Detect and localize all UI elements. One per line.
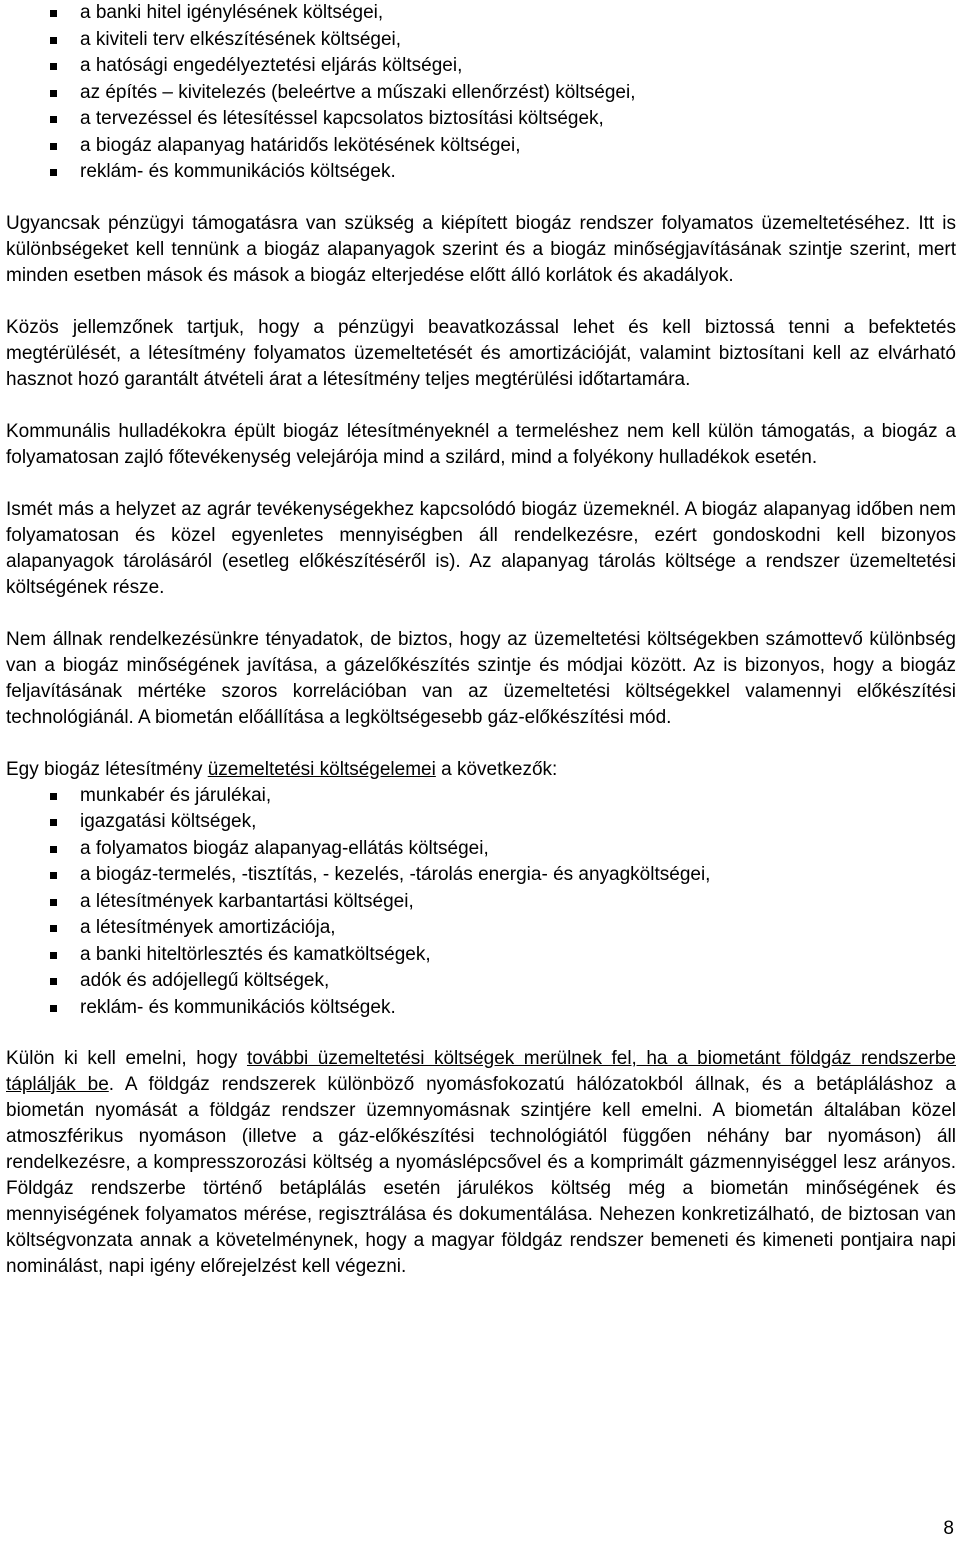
list-item-text: a hatósági engedélyeztetési eljárás költségei, [80, 55, 463, 76]
list-item [6, 159, 956, 186]
square-bullet-icon [50, 978, 57, 985]
list-item [6, 27, 956, 54]
intro-suffix: a következők: [435, 758, 558, 780]
square-bullet-icon [50, 793, 57, 800]
list-item [6, 942, 956, 969]
list-item [6, 783, 956, 810]
list-item [6, 133, 956, 160]
list-item-text: a biogáz-termelés, -tisztítás, - kezelés, -tárolás energia- és anyagköltségei, [80, 864, 711, 885]
square-bullet-icon [50, 1005, 57, 1012]
list-item [6, 836, 956, 863]
square-bullet-icon [50, 952, 57, 959]
paragraph-municipal-waste: Kommunális hulladékokra épült biogáz létesítményeknél a termeléshez nem kell külön támogatás, a biogáz a folyamatosan zajló főtevékenység velejárója mind a szilárd, mind a folyékony hulladékok esetén. [6, 420, 956, 468]
list-item [6, 80, 956, 107]
list-item-text: a tervezéssel és létesítéssel kapcsolatos biztosítási költségek, [80, 108, 604, 129]
square-bullet-icon [50, 116, 57, 123]
list-item-text: adók és adójellegű költségek, [80, 970, 330, 991]
intro-underlined-term: üzemeltetési költségelemei [207, 758, 436, 780]
square-bullet-icon [50, 899, 57, 906]
square-bullet-icon [50, 63, 57, 70]
square-bullet-icon [50, 169, 57, 176]
list-item [6, 106, 956, 133]
paragraph-agricultural: Ismét más a helyzet az agrár tevékenységekhez kapcsolódó biogáz üzemeknél. A biogáz alapanyag időben nem folyamatosan és közel egyenletes mennyiségben áll rendelkezésre, ezért gondoskodni kell bizonyos alapanyagok tárolásáról (esetleg előkészítéséről is). Az alapanyag tárolás költsége a rendszer üzemeltetési költségének része. [6, 498, 956, 598]
list-item-text: a kiviteli terv elkészítésének költségei, [80, 28, 402, 50]
list-item-text: igazgatási költségek, [80, 811, 257, 832]
grid-suffix: . A földgáz rendszerek különböző nyomásfokozatú hálózatokból állnak, és a betápláláshoz a biometán nyomását a földgáz rendszer üzemnyomásnak szintjére kell emelni. A biometán általában közel atmoszférikus nyomáson (illetve a gáz-előkészítési technológiától függően néhány bar nyomáson) áll rendelkezésre, a kompresszorozási költség a nyomáslépcsővel és a komprimált gázmennyiséggel lesz arányos. Földgáz rendszerbe történő betáplálás esetén járulékos költség még a biometán minőségének és mennyiségének folyamatos mérése, regisztrálása és dokumentálása. Nehezen konkretizálható, de biztosan van költségvonzata annak a követelménynek, hogy a magyar földgáz rendszer bemeneti és kimeneti pontjaira napi nominálást, napi igény előrejelzést kell végezni. [6, 1074, 956, 1277]
grid-prefix: Külön ki kell emelni, hogy [6, 1048, 247, 1069]
paragraph-grid-injection [6, 1046, 956, 1280]
paragraph-no-data: Nem állnak rendelkezésünkre tényadatok, de biztos, hogy az üzemeltetési költségekben számottevő különbség van a biogáz minőségének javítása, a gázelőkészítés szintje és módjai között. Az is bizonyos, hogy a biogáz feljavításának mértéke szoros korrelációban van az üzemeltetési költségekkel valamennyi előkészítési technológiánál. A biometán előállítása a legköltségesebb gáz-előkészítési mód. [6, 628, 956, 728]
list-item [6, 0, 956, 27]
intro-prefix: Egy biogáz létesítmény [6, 758, 208, 780]
list-item [6, 915, 956, 942]
list-item-text: reklám- és kommunikációs költségek. [80, 161, 396, 182]
list-item [6, 968, 956, 995]
list-item [6, 862, 956, 889]
grid-underlined-statement: további üzemeltetési költségek merülnek fel, ha a biometánt földgáz rendszerbe táplálják be [6, 1048, 956, 1095]
list-item-text: a létesítmények karbantartási költségei, [80, 890, 414, 912]
list-item-text: a banki hitel igénylésének költségei, [80, 2, 384, 23]
paragraph-common-feature: Közös jellemzőnek tartjuk, hogy a pénzügyi beavatkozással lehet és kell biztossá tenni a befektetés megtérülését, a létesítmény folyamatos üzemeltetését és amortizációját, valamint biztosítani kell az elvárható hasznot hozó garantált átvételi árat a létesítmény teljes megtérülési időtartamára. [6, 316, 956, 390]
list-item-text: a létesítmények amortizációja, [80, 917, 336, 938]
list-item-text: az építés – kivitelezés (beleértve a műszaki ellenőrzést) költségei, [80, 81, 636, 103]
square-bullet-icon [50, 90, 57, 97]
bullet-list-operating-costs [6, 783, 956, 1022]
list-item-text: a banki hiteltörlesztés és kamatköltségek, [80, 943, 431, 965]
document-page [6, 0, 956, 1280]
list-item [6, 53, 956, 80]
list-item-text: munkabér és járulékai, [80, 784, 272, 806]
list-item [6, 809, 956, 836]
square-bullet-icon [50, 819, 57, 826]
square-bullet-icon [50, 10, 57, 17]
square-bullet-icon [50, 37, 57, 44]
paragraph-operating-support: Ugyancsak pénzügyi támogatásra van szükség a kiépített biogáz rendszer folyamatos üzemeltetéséhez. Itt is különbségeket kell tennünk a biogáz alapanyagok szerint és a biogáz minőségjavításának szintje szerint, mert minden esetben mások és mások a biogáz elterjedése előtt álló korlátok és akadályok. [6, 212, 956, 286]
list-item [6, 995, 956, 1022]
list-item [6, 889, 956, 916]
square-bullet-icon [50, 143, 57, 150]
square-bullet-icon [50, 846, 57, 853]
square-bullet-icon [50, 872, 57, 879]
list-item-text: a biogáz alapanyag határidős lekötésének költségei, [80, 134, 521, 156]
page-number: 8 [943, 1518, 954, 1539]
paragraph-operating-elements-intro [6, 757, 956, 783]
list-item-text: reklám- és kommunikációs költségek. [80, 996, 396, 1018]
bullet-list-investment-costs [6, 0, 956, 186]
square-bullet-icon [50, 925, 57, 932]
list-item-text: a folyamatos biogáz alapanyag-ellátás költségei, [80, 837, 489, 859]
